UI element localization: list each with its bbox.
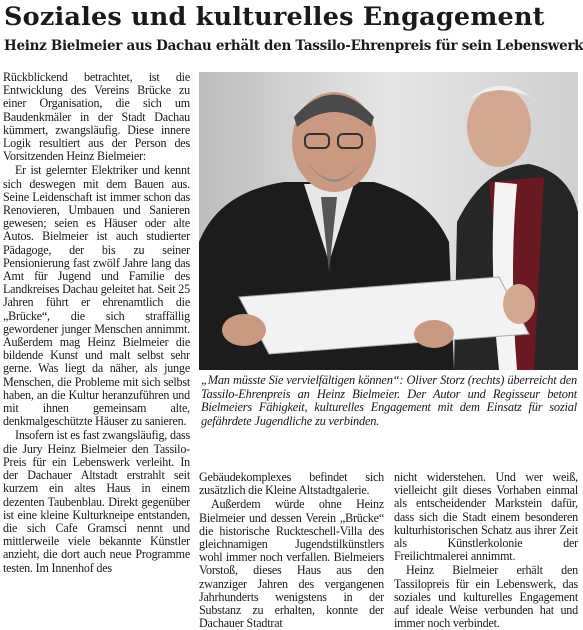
column3-paragraph-2: Heinz Bielmeier erhält den Tassilopreis für ein Lebenswerk, das soziales und kulturelles Engagement auf ideale Weise verbunden hat und immer noch verbindet. [394,563,578,630]
photo-illustration [199,72,578,370]
photo-caption: „Man müsste Sie vervielfältigen können“: Oliver Storz (rechts) überreicht den Tassilo-Ehrenpreis an Heinz Bielmeier. Der Autor und Regisseur betont Bielmeiers Fähigkeit, kulturelles Engagement mit dem Einsatz für sozial gefährdete Jugendliche zu verbinden. [201,373,577,428]
article-column-1 [3,71,190,613]
column1-paragraph-1: Rückblickend betrachtet, ist die Entwicklung des Vereins Brücke zu einer Organisation, die sich um Baudenkmäler in der Stadt Dachau kümmert, zwangsläufig. Diese innere Logik resultiert aus der Person des Vorsitzenden Heinz Bielmeier: [3,70,190,164]
column3-paragraph-1: nicht widerstehen. Und wer weiß, vielleicht gilt dieses Vorhaben einmal als entscheidender Markstein dafür, dass sich die Stadt einem besonderen kulturhistorischen Schatz aus ihrer Zeit als Künstlerkolonie der Freilichtmalerei annimmt. [394,470,578,564]
article-column-2 [199,470,384,630]
column1-paragraph-3: Insofern ist es fast zwangsläufig, dass die Jury Heinz Bielmeier den Tassilo-Preis für ein Lebenswerk verleiht. In der Dachauer Altstadt erstrahlt seit kurzem ein altes Haus in einem dezenten Taubenblau. Direkt gegenüber ist eine kleine Kulturkneipe entstanden, die sich Cafe Gramsci nennt und mittlerweile viele bekannte Künstler anzieht, die dort auch neue Programme testen. Im Innenhof des [3,428,190,575]
article-photo [199,72,578,370]
column1-paragraph-2: Er ist gelernter Elektriker und kennt sich deswegen mit dem Bauen aus. Seine Leidenschaft ist immer schon das Renovieren, Umbauen und Sanieren gewesen; seien es Häuser oder alte Autos. Bielmeier ist auch studierter Pädagoge, der bis zu seiner Pensionierung fast zwölf Jahre lang das Amt für Jugend und Familie des Landkreises Dachau geleitet hat. Seit 25 Jahren führt er ehrenamtlich die „Brücke“, die sich straffällig gewordener junger Menschen annimmt. Außerdem mag Heinz Bielmeier die bildende Kunst und malt selbst sehr gerne. Was liegt da näher, als junge Menschen, die Probleme mit sich selbst haben, an die Kultur heranzuführen und mit ihnen gemeinsam alte, denkmalgeschützte Häuser zu sanieren. [3,163,190,429]
column2-paragraph-1: Gebäudekomplexes befindet sich zusätzlich die Kleine Altstadtgalerie. [199,470,384,498]
article-column-3 [394,470,578,630]
article-headline: Soziales und kulturelles Engagement [4,2,545,32]
article-subheadline: Heinz Bielmeier aus Dachau erhält den Tassilo-Ehrenpreis für sein Lebenswerk [4,38,583,54]
column2-paragraph-2: Außerdem würde ohne Heinz Bielmeier und dessen Verein „Brücke“ die historische Ruckteschell-Villa des gleichnamigen Jugendstilkünstlers wohl immer noch verfallen. Bielmeiers Vorstoß, dieses Haus aus den zwanziger Jahren des vergangenen Jahrhunderts wenigstens in der Substanz zu erhalten, konnte der Dachauer Stadtrat [199,497,384,630]
